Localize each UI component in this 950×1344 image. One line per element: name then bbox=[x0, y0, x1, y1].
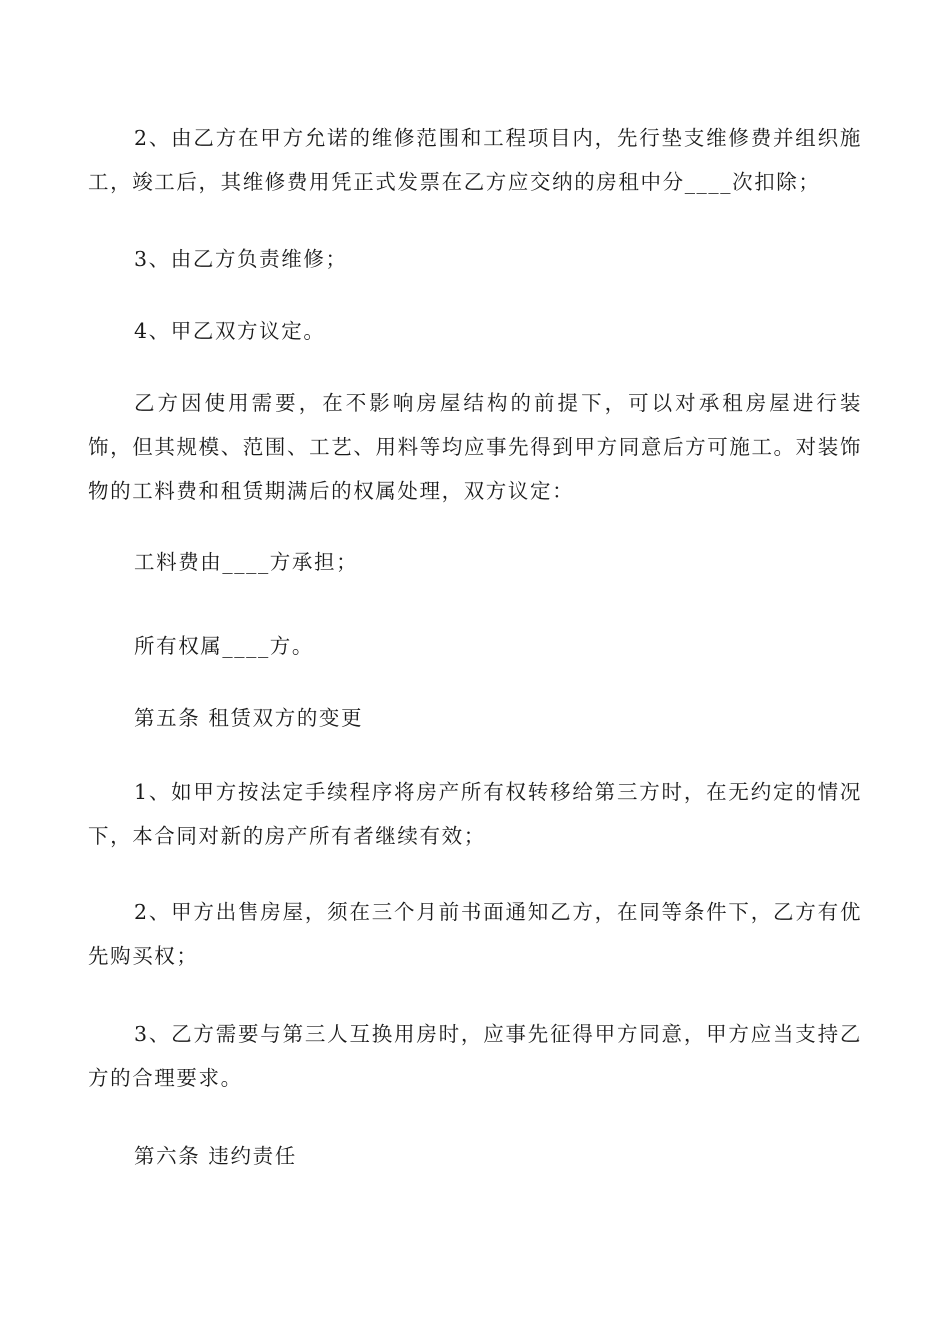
paragraph-sale-notice: 2、甲方出售房屋，须在三个月前书面通知乙方，在同等条件下，乙方有优先购买权； bbox=[88, 900, 862, 968]
section-heading-article-6: 第六条 违约责任 bbox=[134, 1144, 297, 1168]
paragraph-material-cost: 工料费由____方承担； bbox=[134, 550, 359, 574]
paragraph-repair-advance: 2、由乙方在甲方允诺的维修范围和工程项目内，先行垫支维修费并组织施工，竣工后，其维修费用凭正式发票在乙方应交纳的房租中分____次扣除； bbox=[88, 126, 862, 194]
paragraph-decoration: 乙方因使用需要，在不影响房屋结构的前提下，可以对承租房屋进行装饰，但其规模、范围、工艺、用料等均应事先得到甲方同意后方可施工。对装饰物的工料费和租赁期满后的权属处理，双方议定： bbox=[88, 391, 862, 503]
paragraph-ownership-transfer: 1、如甲方按法定手续程序将房产所有权转移给第三方时，在无约定的情况下，本合同对新的房产所有者继续有效； bbox=[88, 780, 862, 848]
paragraph-housing-exchange: 3、乙方需要与第三人互换用房时，应事先征得甲方同意，甲方应当支持乙方的合理要求。 bbox=[88, 1022, 862, 1090]
section-heading-article-5: 第五条 租赁双方的变更 bbox=[134, 706, 364, 730]
paragraph-tenant-repair: 3、由乙方负责维修； bbox=[134, 247, 348, 271]
paragraph-ownership: 所有权属____方。 bbox=[134, 634, 314, 658]
paragraph-mutual-agreement: 4、甲乙双方议定。 bbox=[134, 319, 326, 343]
